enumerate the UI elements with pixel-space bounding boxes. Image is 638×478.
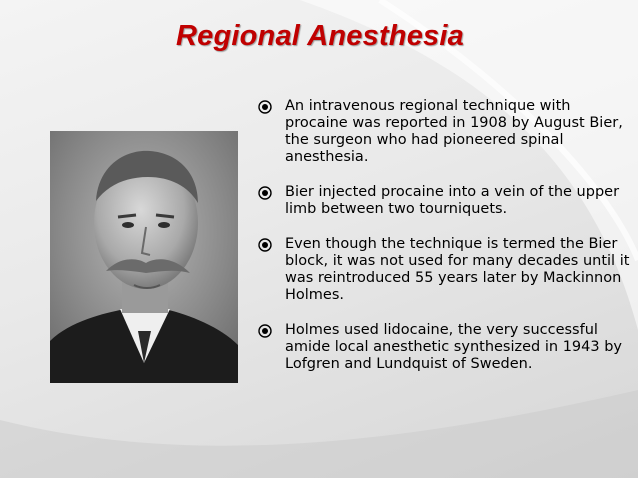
target-bullet-icon bbox=[258, 324, 272, 338]
bullet-item bbox=[258, 236, 630, 304]
bullet-item bbox=[258, 184, 630, 218]
slide-title: Regional Anesthesia bbox=[176, 20, 464, 52]
target-bullet-icon bbox=[258, 100, 272, 114]
bullet-text: Bier injected procaine into a vein of the upper limb between two tourniquets. bbox=[285, 184, 620, 217]
bullet-item bbox=[258, 98, 630, 166]
bullet-text: Holmes used lidocaine, the very successful amide local anesthetic synthesized in 1943 by Lofgren and Lundquist of Sweden. bbox=[285, 322, 622, 372]
target-bullet-icon bbox=[258, 186, 272, 200]
bullet-text: An intravenous regional technique with procaine was reported in 1908 by August Bier, the surgeon who had pioneered spinal anesthesia. bbox=[285, 98, 623, 165]
bullet-list bbox=[258, 98, 630, 391]
portrait-photo bbox=[50, 131, 238, 383]
bullet-item bbox=[258, 322, 630, 373]
bullet-text: Even though the technique is termed the Bier block, it was not used for many decades until it was reintroduced 55 years later by Mackinnon Holmes. bbox=[285, 236, 630, 303]
target-bullet-icon bbox=[258, 238, 272, 252]
